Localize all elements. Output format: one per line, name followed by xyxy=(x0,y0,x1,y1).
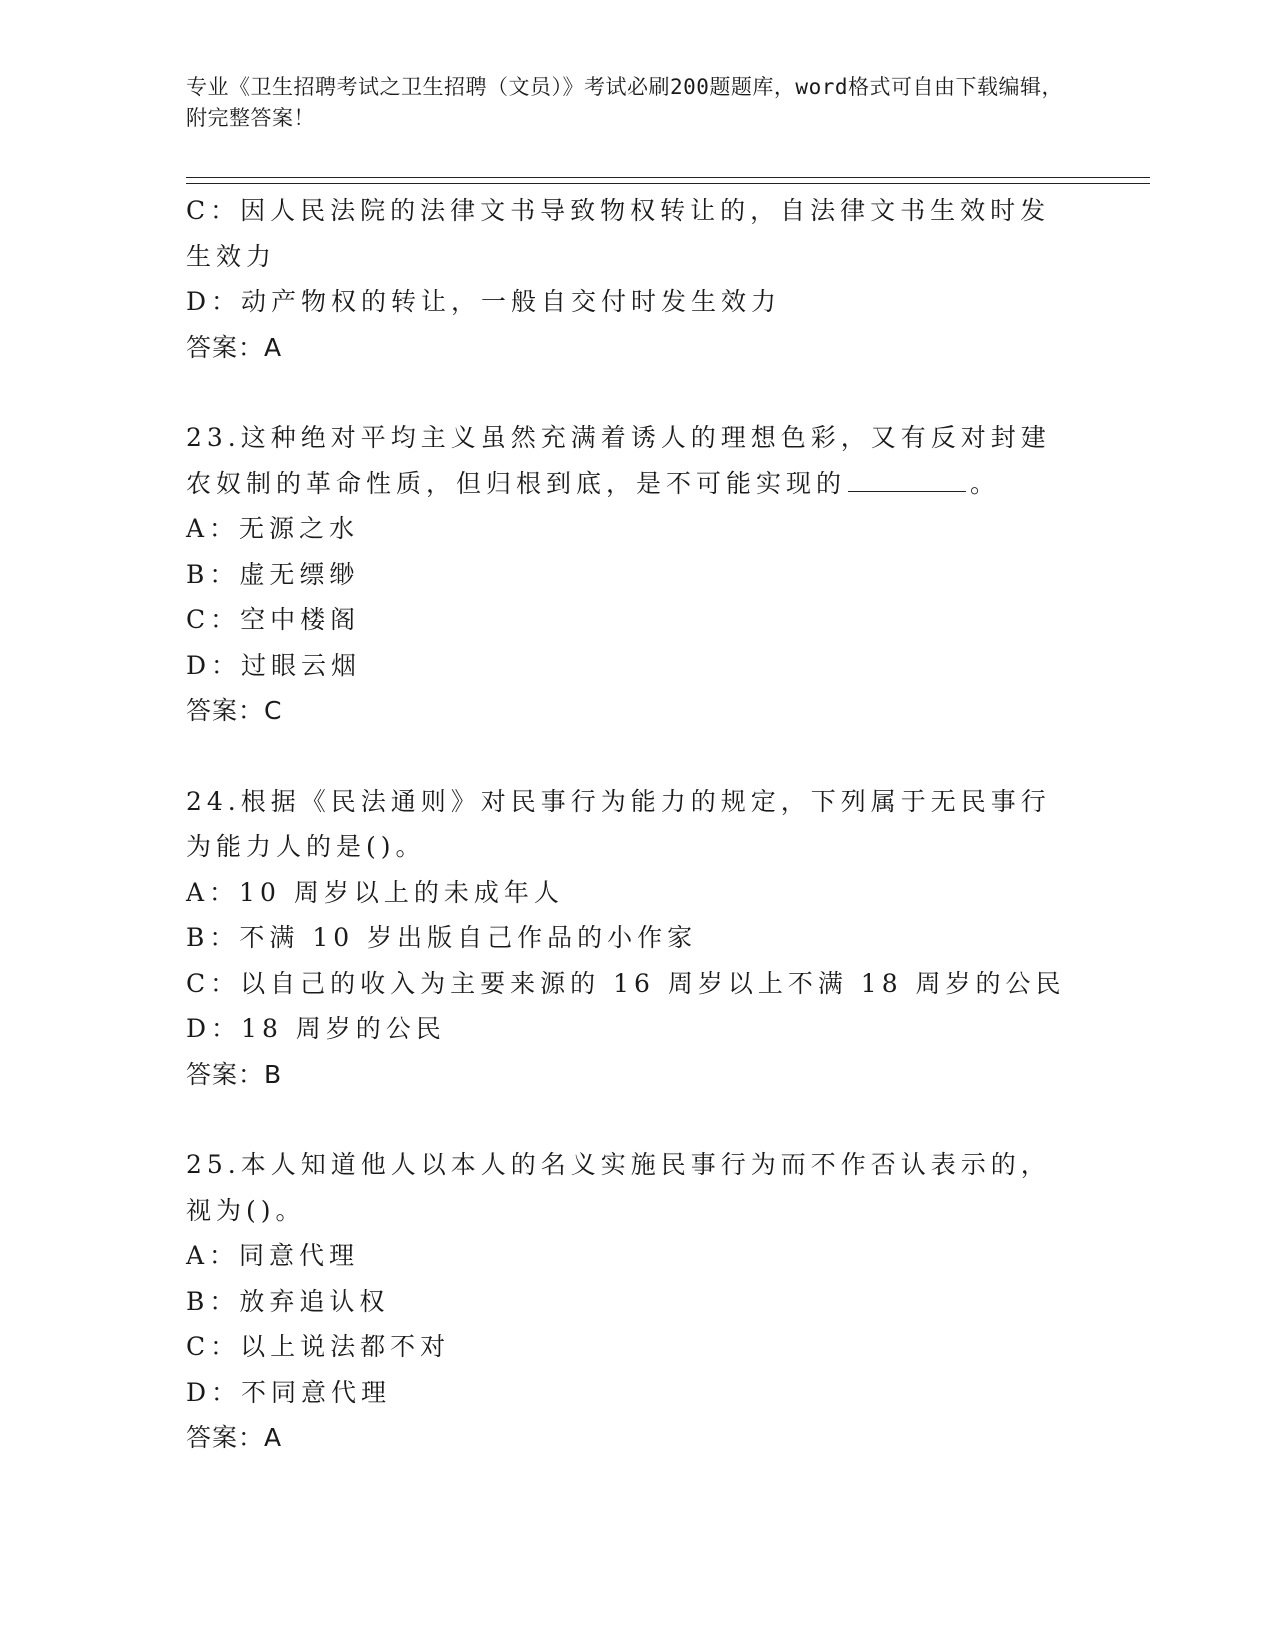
question-stem-text: 23.这种绝对平均主义虽然充满着诱人的理想色彩，又有反对封建农奴制的革命性质，但归根到底，是不可能实现的 xyxy=(186,423,1051,498)
answer: 答案：A xyxy=(186,332,283,362)
option-a: A：无源之水 xyxy=(186,514,360,543)
option-d: D：动产物权的转让，一般自交付时发生效力 xyxy=(186,287,782,316)
question-stem: 24.根据《民法通则》对民事行为能力的规定，下列属于无民事行为能力人的是()。 xyxy=(186,786,1051,861)
option-c: C：以上说法都不对 xyxy=(186,1332,451,1361)
answer: 答案：B xyxy=(186,1059,283,1089)
option-c: C：以自己的收入为主要来源的 16 周岁以上不满 18 周岁的公民 xyxy=(186,968,1066,998)
option-d: D：不同意代理 xyxy=(186,1377,392,1407)
answer: 答案：A xyxy=(186,1423,283,1452)
option-c: C：空中楼阁 xyxy=(186,605,361,634)
option-c: C：因人民法院的法律文书导致物权转让的，自法律文书生效时发生效力 xyxy=(186,196,1051,271)
answer-blank xyxy=(848,467,966,492)
question-stem-end: 。 xyxy=(970,468,1001,498)
header-rule-top xyxy=(186,177,1150,178)
option-d: D：18 周岁的公民 xyxy=(186,1014,446,1043)
spacer xyxy=(186,1097,1086,1142)
question-25 xyxy=(186,1142,1086,1461)
question-22-continued xyxy=(186,188,1086,370)
question-24 xyxy=(186,779,1086,1098)
option-a: A：10 周岁以上的未成年人 xyxy=(186,877,564,907)
question-stem: 25.本人知道他人以本人的名义实施民事行为而不作否认表示的，视为()。 xyxy=(186,1150,1051,1225)
spacer xyxy=(186,734,1086,779)
question-content xyxy=(186,188,1086,1461)
option-b: B：虚无缥缈 xyxy=(186,559,360,589)
spacer xyxy=(186,370,1086,415)
option-b: B：放弃追认权 xyxy=(186,1286,390,1316)
option-a: A：同意代理 xyxy=(186,1241,360,1270)
document-header: 专业《卫生招聘考试之卫生招聘（文员）》考试必刷200题题库，word格式可自由下载编辑，附完整答案！ xyxy=(186,75,1063,130)
option-b: B：不满 10 岁出版自己作品的小作家 xyxy=(186,923,698,952)
answer: 答案：C xyxy=(186,696,283,725)
option-d: D：过眼云烟 xyxy=(186,650,362,680)
question-stem xyxy=(186,415,1066,506)
header-rule-bottom xyxy=(186,183,1150,184)
question-23 xyxy=(186,415,1086,734)
